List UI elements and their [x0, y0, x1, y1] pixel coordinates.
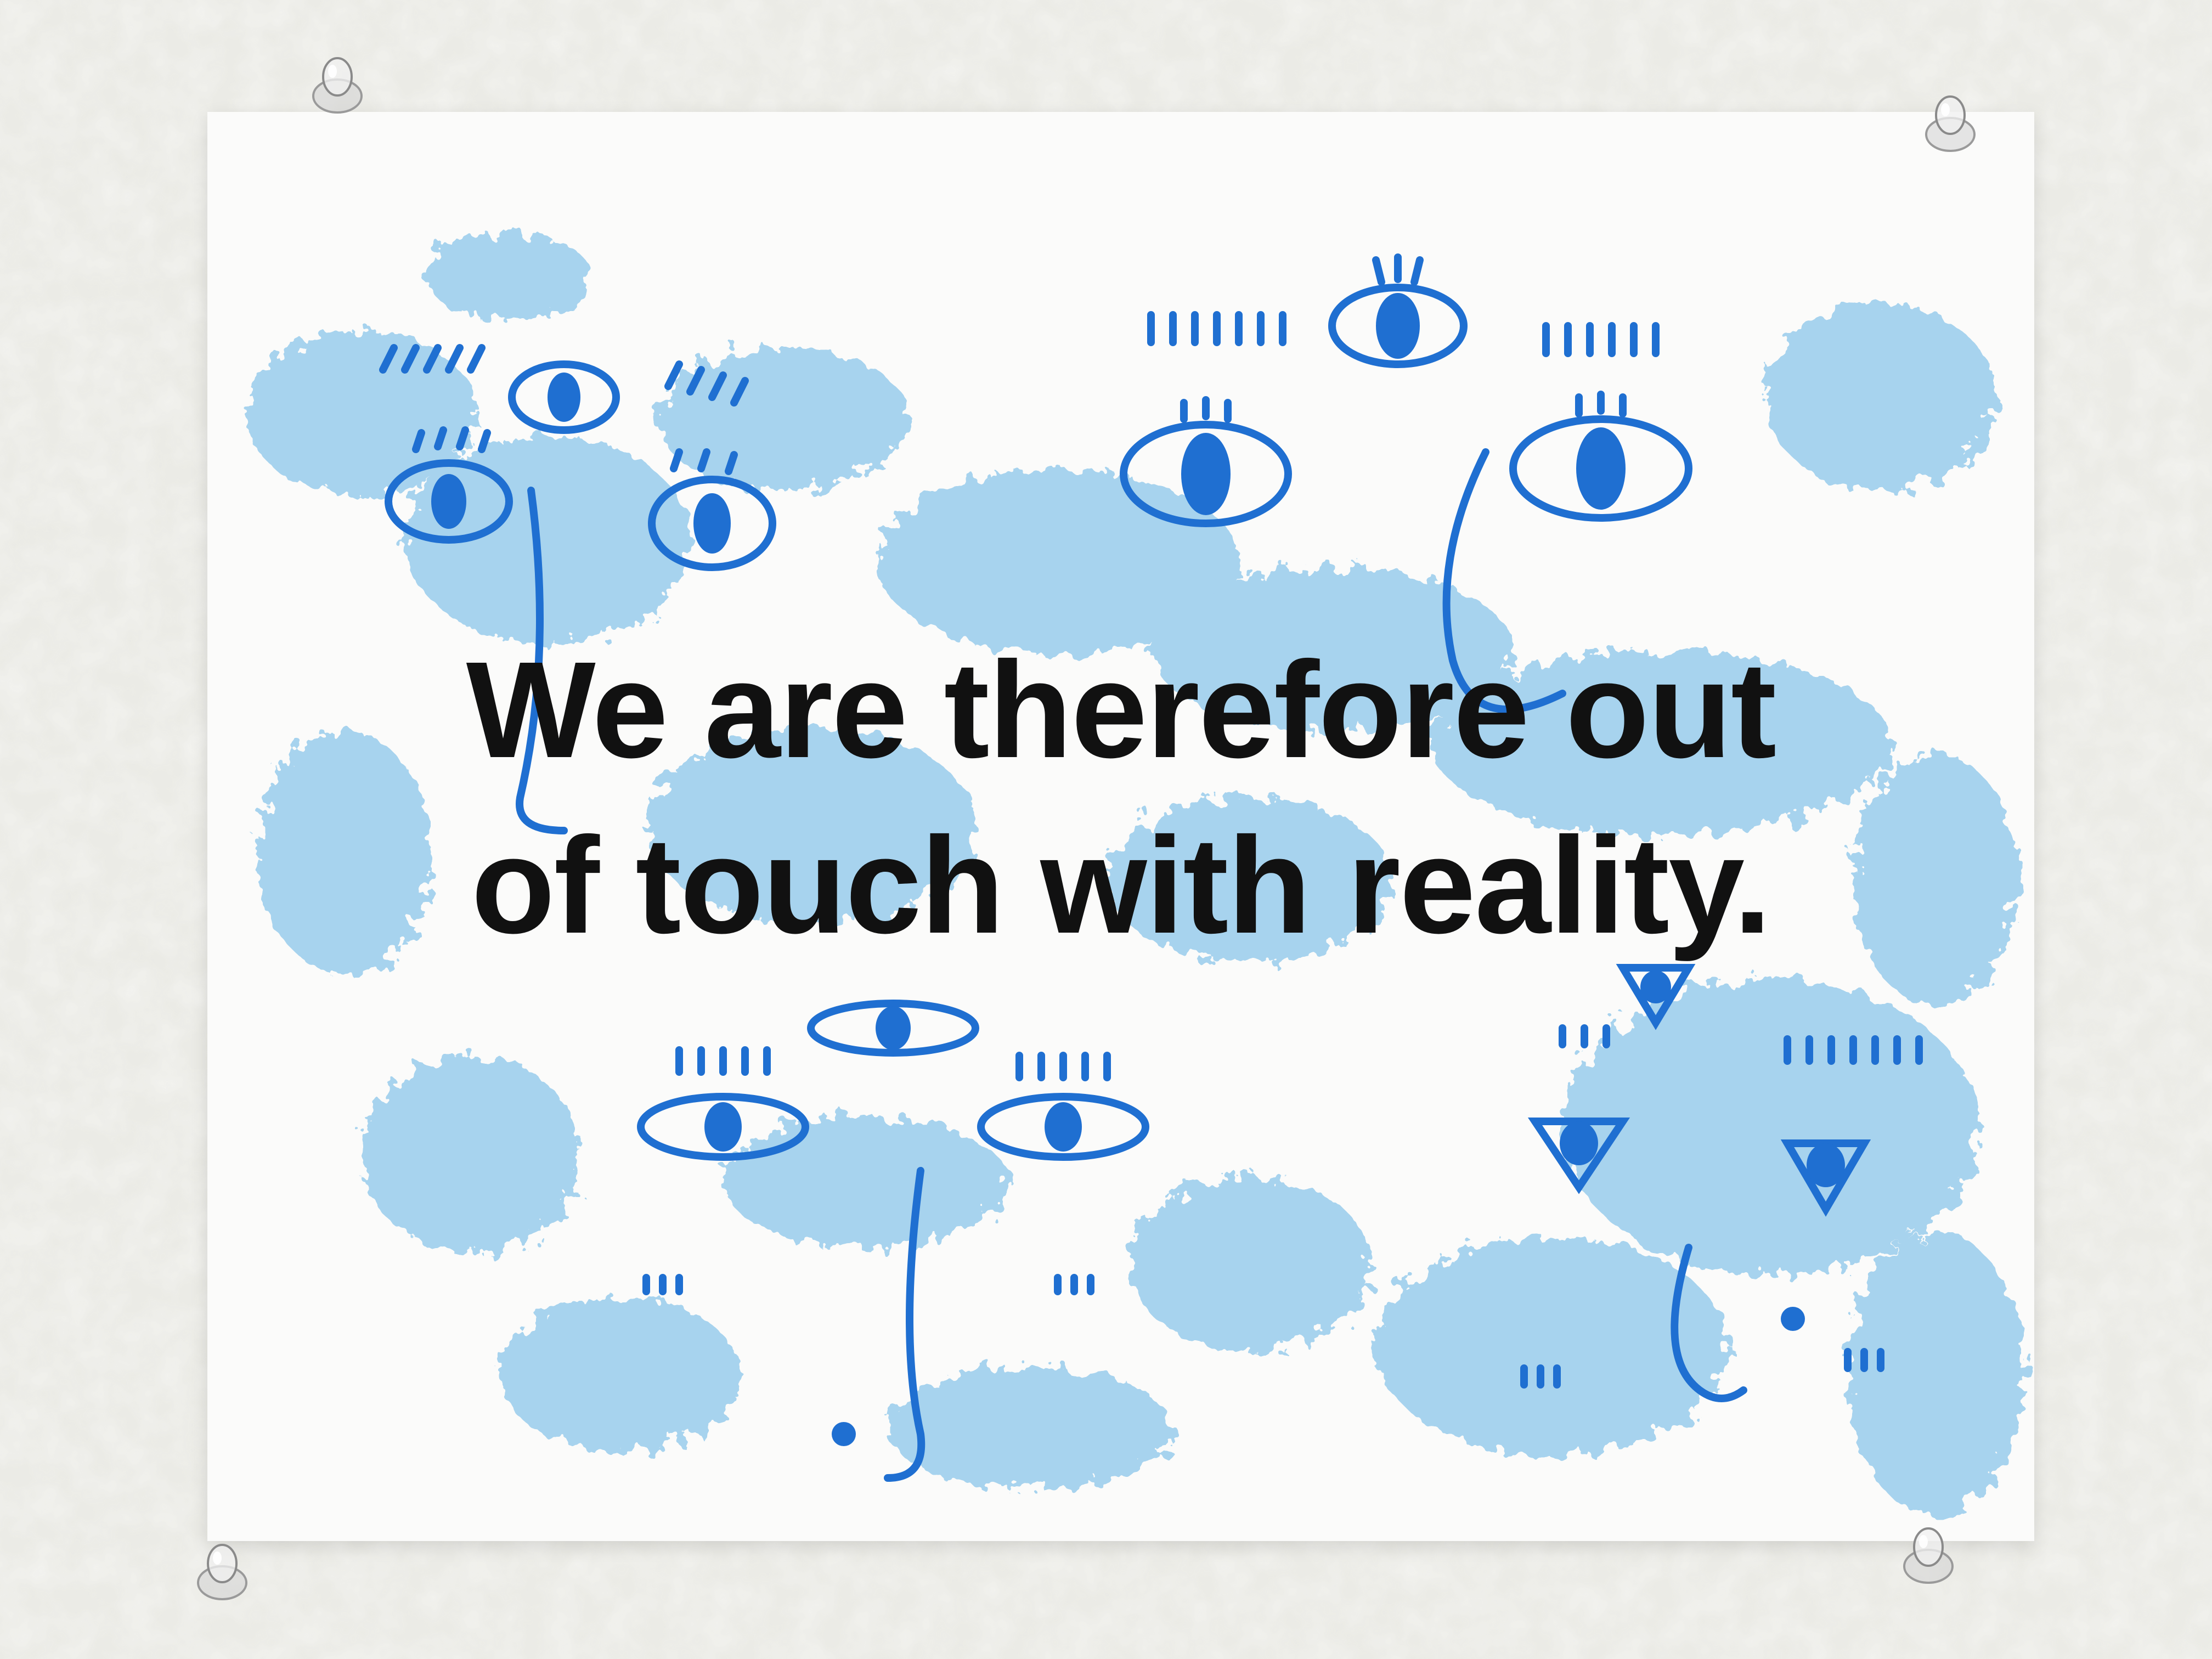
pin-icon: [296, 44, 379, 126]
poster-quote: [207, 622, 2034, 973]
pin-icon: [181, 1531, 263, 1613]
pin-icon: [1887, 1514, 1970, 1596]
pin-icon: [1909, 82, 1991, 165]
quote-line-1: We are therefore out: [466, 633, 1776, 786]
poster: [207, 112, 2034, 1541]
quote-line-2: of touch with reality.: [471, 809, 1771, 962]
